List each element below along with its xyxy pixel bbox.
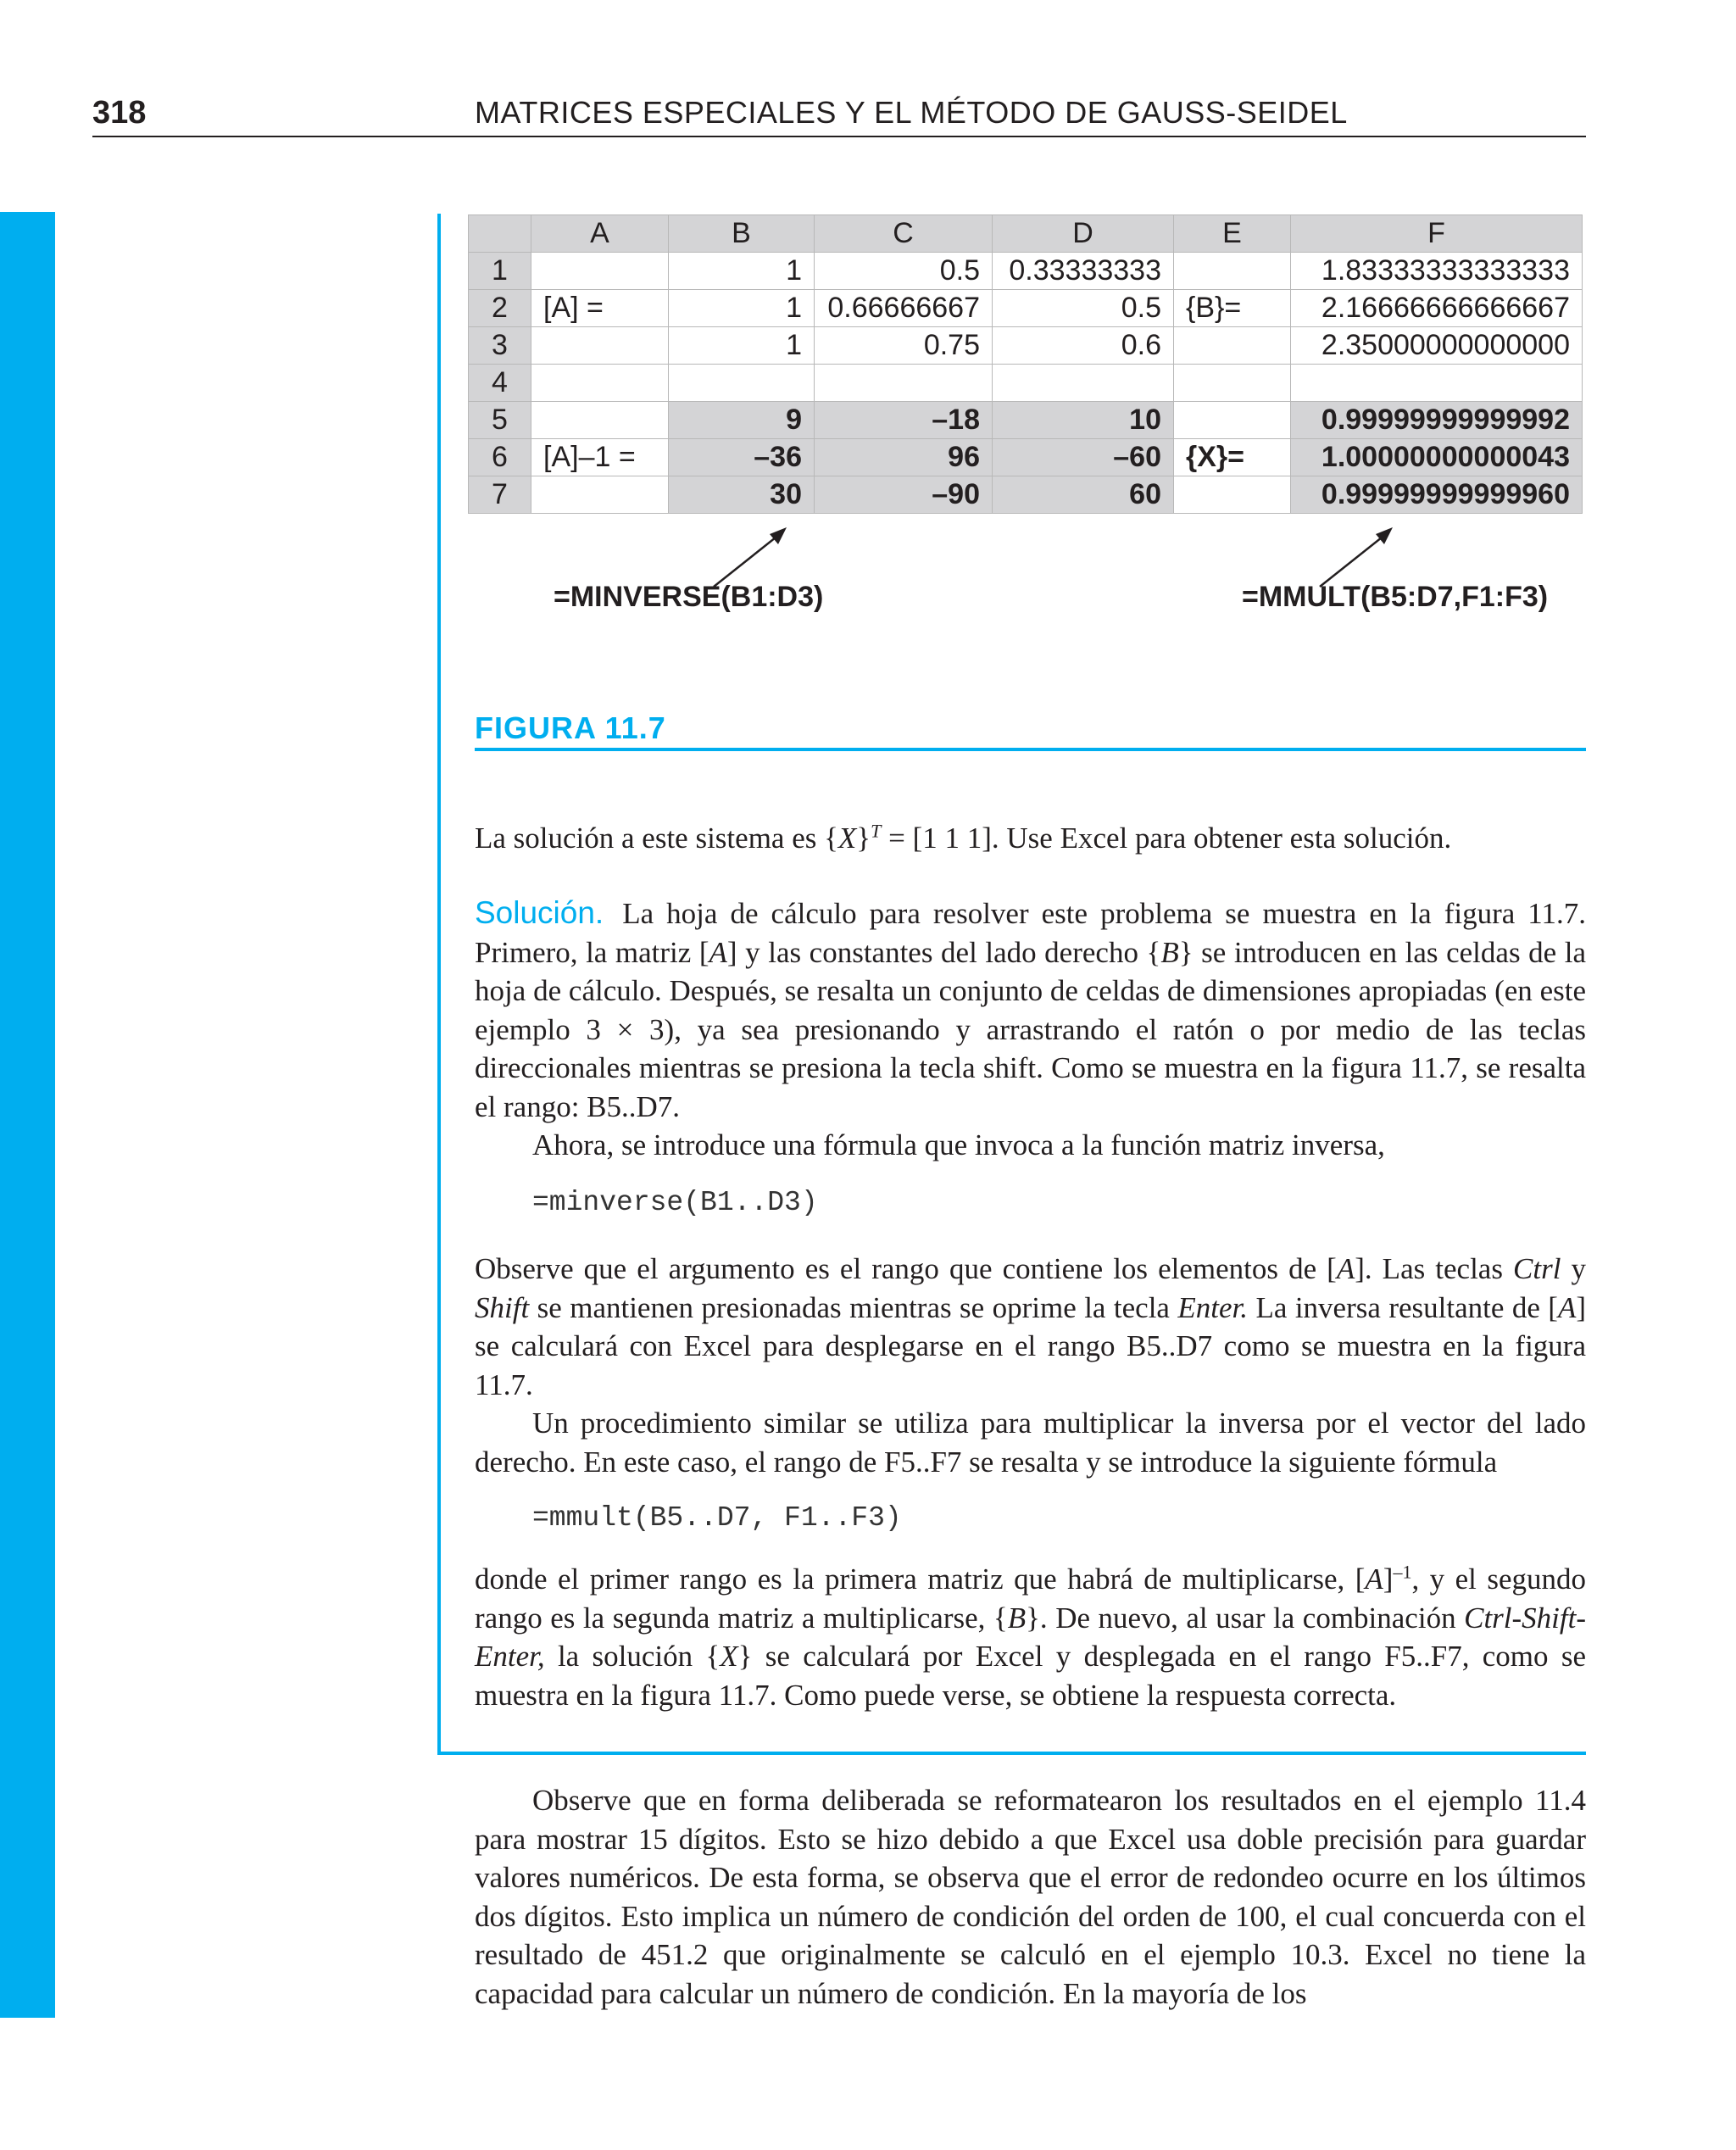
sheet-row bbox=[469, 439, 1583, 476]
highlighted-cell: 10 bbox=[993, 402, 1174, 439]
cell: 1 bbox=[669, 253, 815, 290]
col-header: F bbox=[1291, 215, 1583, 253]
cell: [A] = bbox=[531, 290, 669, 327]
highlighted-cell: 1.00000000000043 bbox=[1291, 439, 1583, 476]
mmult-formula-label: =MMULT(B5:D7,F1:F3) bbox=[1242, 581, 1549, 613]
cell bbox=[531, 476, 669, 514]
example-bottom-rule bbox=[437, 1752, 1586, 1755]
highlighted-cell: –60 bbox=[993, 439, 1174, 476]
cell: 0.5 bbox=[815, 253, 993, 290]
paragraph-rounding: Observe que en forma deliberada se reformatearon los resultados en el ejemplo 11.4 para mostrar 15 dígitos. Esto se hizo debido a que Excel usa doble precisión para guardar valores numéricos. De esta forma, se observa que el error de redondeo ocurre en los últimos dos dígitos. Esto implica un número de condición del orden de 100, el cual concuerda con el resultado de 451.2 que originalmente se calculó en el ejemplo 10.3. Excel no tiene la capacidad para calcular un número de condición. En la mayoría de los bbox=[475, 1784, 1586, 2010]
col-header: B bbox=[669, 215, 815, 253]
cell bbox=[531, 327, 669, 365]
side-color-bar bbox=[0, 212, 55, 2018]
sheet-row bbox=[469, 290, 1583, 327]
col-header: D bbox=[993, 215, 1174, 253]
highlighted-cell: –90 bbox=[815, 476, 993, 514]
cell: [A]–1 = bbox=[531, 439, 669, 476]
cell bbox=[1174, 476, 1291, 514]
highlighted-cell: 0.99999999999960 bbox=[1291, 476, 1583, 514]
paragraph-mmult-intro: Un procedimiento similar se utiliza para multiplicar la inversa por el vector del lado derecho. En este caso, el rango de F5..F7 se resalta y se introduce la siguiente fórmula bbox=[475, 1406, 1586, 1479]
cell: 1 bbox=[669, 327, 815, 365]
cell bbox=[815, 365, 993, 402]
cell bbox=[1174, 365, 1291, 402]
cell bbox=[1174, 327, 1291, 365]
spreadsheet-figure bbox=[468, 214, 1583, 514]
example-vertical-rule bbox=[437, 214, 441, 1755]
figure-rule bbox=[475, 748, 1586, 751]
corner-cell bbox=[469, 215, 531, 253]
cell: 0.33333333 bbox=[993, 253, 1174, 290]
cell bbox=[993, 365, 1174, 402]
highlighted-cell: 60 bbox=[993, 476, 1174, 514]
intro-paragraph: La solución a este sistema es $\{X\}^T = [1$ 1 1]. Use Excel para obtener esta solución. bbox=[475, 820, 1452, 855]
highlighted-cell: 30 bbox=[669, 476, 815, 514]
cell: {B}= bbox=[1174, 290, 1291, 327]
cell bbox=[669, 365, 815, 402]
highlighted-cell: 9 bbox=[669, 402, 815, 439]
running-title: MATRICES ESPECIALES Y EL MÉTODO DE GAUSS-SEIDEL bbox=[475, 95, 1348, 130]
paragraphs-inverse-explanation bbox=[475, 1250, 1586, 1481]
highlighted-cell: –36 bbox=[669, 439, 815, 476]
sheet-row bbox=[469, 365, 1583, 402]
cell: 2.16666666666667 bbox=[1291, 290, 1583, 327]
sheet-row bbox=[469, 476, 1583, 514]
sheet-row bbox=[469, 253, 1583, 290]
col-header: E bbox=[1174, 215, 1291, 253]
solution-paragraphs bbox=[475, 894, 1586, 1165]
cell bbox=[1174, 402, 1291, 439]
cell: 1 bbox=[669, 290, 815, 327]
row-header: 6 bbox=[469, 439, 531, 476]
highlighted-cell: 0.99999999999992 bbox=[1291, 402, 1583, 439]
header-rule bbox=[92, 136, 1586, 137]
row-header: 1 bbox=[469, 253, 531, 290]
page-number: 318 bbox=[92, 95, 147, 131]
solution-label: Solución. bbox=[475, 895, 604, 930]
sheet-row bbox=[469, 327, 1583, 365]
row-header: 5 bbox=[469, 402, 531, 439]
cell bbox=[531, 402, 669, 439]
row-header: 3 bbox=[469, 327, 531, 365]
col-header: C bbox=[815, 215, 993, 253]
col-header: A bbox=[531, 215, 669, 253]
cell: 2.35000000000000 bbox=[1291, 327, 1583, 365]
cell: 1.83333333333333 bbox=[1291, 253, 1583, 290]
column-header-row bbox=[469, 215, 1583, 253]
code-mmult: =mmult(B5..D7, F1..F3) bbox=[532, 1502, 902, 1534]
cell: 0.75 bbox=[815, 327, 993, 365]
row-header: 2 bbox=[469, 290, 531, 327]
cell bbox=[531, 365, 669, 402]
cell: 0.5 bbox=[993, 290, 1174, 327]
cell bbox=[1291, 365, 1583, 402]
row-header: 7 bbox=[469, 476, 531, 514]
minverse-formula-label: =MINVERSE(B1:D3) bbox=[554, 581, 824, 613]
row-header: 4 bbox=[469, 365, 531, 402]
cell: 0.6 bbox=[993, 327, 1174, 365]
highlighted-cell: –18 bbox=[815, 402, 993, 439]
cell: {X}= bbox=[1174, 439, 1291, 476]
code-minverse: =minverse(B1..D3) bbox=[532, 1187, 818, 1218]
paragraph-mmult-explanation: donde el primer rango es la primera matriz que habrá de multiplicarse, $[A]^{-1}$, y el segundo rango es la segunda matriz a multiplicarse, {B}. De nuevo, al usar la combinación Ctrl-Shift-Enter, la solución {X} se calculará por Excel y desplegada en el rango F5..F7, como se muestra en la figura 11.7. Como puede verse, se obtiene la respuesta correcta. bbox=[475, 1561, 1587, 1712]
cell: 0.66666667 bbox=[815, 290, 993, 327]
figure-title: FIGURA 11.7 bbox=[475, 710, 666, 745]
paragraph-minverse-intro: Ahora, se introduce una fórmula que invoca a la función matriz inversa, bbox=[532, 1128, 1385, 1161]
cell bbox=[1174, 253, 1291, 290]
paragraph-ctrl-shift: Observe que el argumento es el rango que contiene los elementos de [A]. Las teclas Ctrl y Shift se mantienen presionadas mientras se oprime la tecla Enter. La inversa resultante de [A] se calculará con Excel para desplegarse en el rango B5..D7 como se muestra en la figura 11.7. bbox=[475, 1252, 1587, 1401]
sheet-row bbox=[469, 402, 1583, 439]
solution-paragraph: Solución. La hoja de cálculo para resolver este problema se muestra en la figura 11.7. Primero, la matriz [A] y las constantes del lado derecho {B} se introducen en las celdas de la hoja de cálculo. Después, se resalta un conjunto de celdas de dimensiones apropiadas (en este ejemplo 3 × 3), ya sea presionando y arrastrando el ratón o por medio de las teclas direccionales mientras se presiona la tecla shift. Como se muestra en la figura 11.7, se resalta el rango: B5..D7. bbox=[475, 895, 1586, 1123]
cell bbox=[531, 253, 669, 290]
highlighted-cell: 96 bbox=[815, 439, 993, 476]
